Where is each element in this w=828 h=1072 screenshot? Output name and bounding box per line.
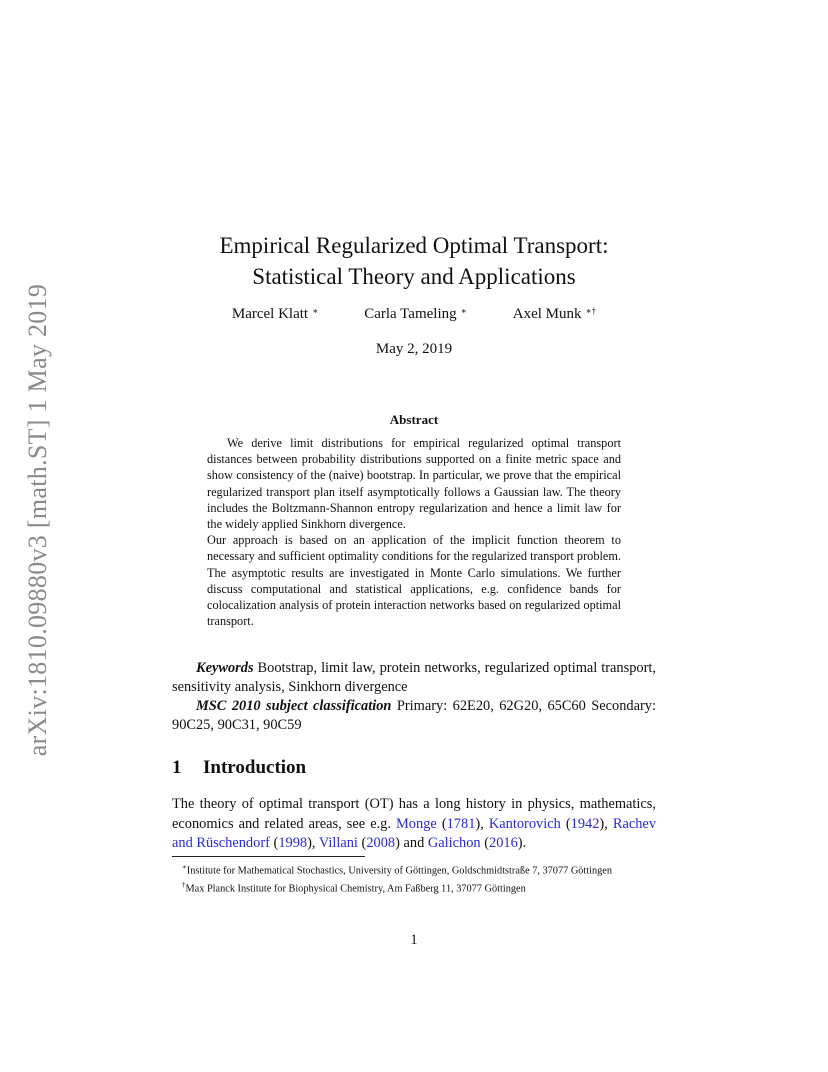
intro-text: ), — [307, 835, 319, 851]
abstract-heading: Abstract — [389, 412, 439, 427]
author-affiliation-mark: ∗ — [460, 306, 467, 316]
abstract-body — [207, 435, 621, 629]
intro-text: ( — [269, 835, 279, 851]
footnote-text: Max Planck Institute for Biophysical Chemistry, Am Faßberg 11, 37077 Göttingen — [185, 883, 526, 895]
intro-text: ( — [480, 835, 490, 851]
citation-link[interactable]: 1942 — [570, 815, 600, 832]
footnote — [172, 860, 656, 878]
section-number: 1 — [172, 757, 182, 778]
citation-link[interactable]: 1781 — [446, 815, 476, 832]
author-name: Marcel Klatt — [231, 306, 309, 322]
citation-link[interactable]: Monge — [396, 815, 437, 832]
author — [513, 306, 596, 323]
author — [232, 306, 318, 323]
paper-title — [172, 230, 656, 292]
arxiv-identifier: arXiv:1810.09880v3 [math.ST] 1 May 2019 — [23, 283, 52, 757]
author — [364, 306, 467, 323]
msc-text: Primary: 62E20, 62G20, 65C60 Secondary: 90C25, 90C31, 90C59 — [172, 698, 656, 733]
citation-link[interactable]: Rachev and Rüschendorf — [172, 815, 657, 851]
author-list — [172, 306, 656, 323]
intro-text: ), — [475, 815, 489, 832]
intro-text: ( — [560, 815, 571, 832]
citation-link[interactable]: Galichon — [427, 835, 481, 851]
footnotes — [172, 860, 656, 897]
intro-paragraph — [172, 795, 656, 854]
intro-text: ) and — [395, 835, 428, 851]
msc-label: MSC 2010 subject classification — [196, 698, 392, 714]
footnote-divider — [172, 856, 365, 857]
citation-link[interactable]: 2008 — [366, 835, 396, 851]
keywords-line — [172, 659, 656, 697]
author-name: Carla Tameling — [364, 306, 457, 322]
section-heading — [172, 757, 306, 779]
abstract-paragraph: Our approach is based on an application of the implicit function theorem to necessary and sufficient optimality conditions for the regularized transport problem. The asymptotic results are investigated in Monte Carlo simulations. We further discuss computational and statistical applications, e.g. confidence bands for colocalization analysis of protein interaction networks based on regularized optimal transport. — [207, 533, 621, 629]
intro-text: ( — [436, 815, 447, 832]
msc-line — [172, 697, 656, 735]
intro-text: ), — [599, 815, 613, 832]
arxiv-stamp — [18, 270, 58, 770]
intro-text: The theory of optimal transport (OT) has a long history in physics, mathematics, economics and related areas, see e.g. — [172, 796, 656, 832]
citation-link[interactable]: Kantorovich — [488, 815, 561, 832]
footnote-mark: ∗ — [182, 863, 187, 871]
keywords-label: Keywords — [196, 660, 254, 676]
author-affiliation-mark: ∗ — [312, 306, 319, 316]
citation-link[interactable]: 2016 — [489, 835, 518, 851]
section-title: Introduction — [203, 757, 307, 778]
intro-text: ( — [357, 835, 367, 851]
author-name: Axel Munk — [512, 306, 582, 322]
footnote — [172, 878, 656, 896]
footnote-text: Institute for Mathematical Stochastics, University of Göttingen, Goldschmidtstraße 7, 37077 Göttingen — [186, 865, 613, 877]
author-affiliation-mark: ∗† — [585, 306, 597, 316]
title-line-2: Statistical Theory and Applications — [252, 264, 576, 289]
keywords-text: Bootstrap, limit law, protein networks, regularized optimal transport, sensitivity analysis, Sinkhorn divergence — [172, 660, 656, 695]
title-line-1: Empirical Regularized Optimal Transport: — [219, 233, 609, 258]
keywords-block — [172, 659, 656, 735]
abstract-paragraph: We derive limit distributions for empirical regularized optimal transport distances between probability distributions supported on a finite metric space and show consistency of the (naive) bootstrap. In particular, we prove that the empirical regularized transport plan itself asymptotically follows a Gaussian law. The theory includes the Boltzmann-Shannon entropy regularization and hence a limit law for the widely applied Sinkhorn divergence. — [207, 436, 621, 532]
page-number: 1 — [410, 932, 418, 948]
citation-link[interactable]: 1998 — [278, 835, 308, 851]
paper-date: May 2, 2019 — [375, 341, 453, 357]
footnote-mark: † — [182, 881, 186, 890]
citation-link[interactable]: Villani — [318, 835, 358, 851]
intro-text: ). — [517, 835, 527, 851]
